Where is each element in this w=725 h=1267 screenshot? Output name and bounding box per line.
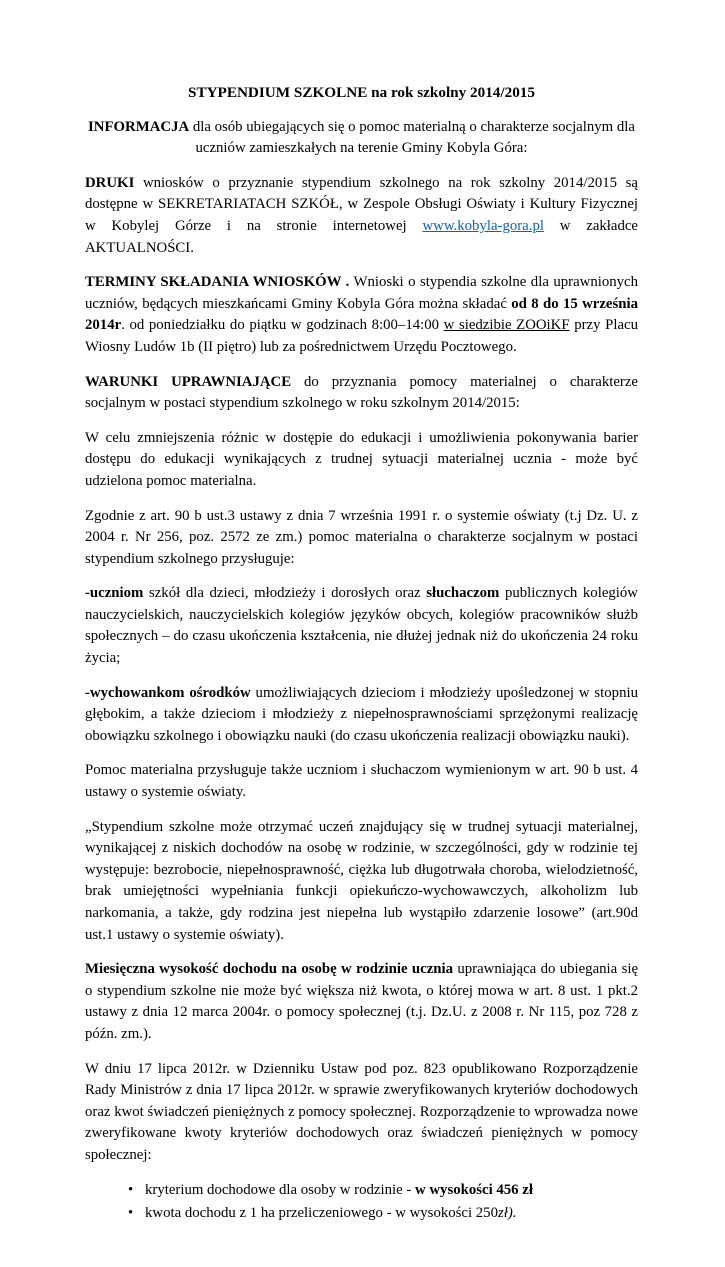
text-run: do przyznania pomocy materialnej o charakterze socjalnym w postaci stypendium szkolnego w roku szkolnym 2014/2015: <box>85 373 638 412</box>
text-run: -wychowankom ośrodków <box>85 684 251 701</box>
paragraph <box>85 117 638 160</box>
text-run: kryterium dochodowe dla osoby w rodzinie - <box>145 1181 415 1198</box>
text-run: uprawniająca do ubiegania się o stypendium szkolne nie może być większa niż kwota, o której mowa w art. 8 ust. 1 pkt.2 ustawy z dnia 12 marca 2004r. o pomocy społecznej (t.j. Dz.U. z 2008 r. Nr 115, poz 728 z późn. zm.). <box>85 961 639 1042</box>
paragraph <box>85 959 638 1045</box>
document-body <box>85 117 638 1225</box>
text-run: -uczniom <box>85 585 144 602</box>
text-run: w siedzibie ZOOiKF <box>443 317 570 334</box>
bullet-icon: • <box>128 1205 134 1222</box>
text-run: W celu zmniejszenia różnic w dostępie do edukacji i umożliwienia pokonywania barier dostępu do edukacji wynikających z trudnej sytuacji materialnej ucznia - może być udzielona pomoc materialna. <box>85 429 638 489</box>
document-title: STYPENDIUM SZKOLNE na rok szkolny 2014/2015 <box>188 84 535 101</box>
text-run: wniosków o przyznanie stypendium szkolnego na rok szkolny 2014/2015 są dostępne w SEKRETARIATACH SZKÓŁ, w Zespole Obsługi Oświaty i Kultury Fizycznej w Kobylej Górze i na stronie internetowej <box>85 174 638 234</box>
text-run: w zakładce AKTUALNOŚCI. <box>85 217 638 256</box>
paragraph <box>85 272 638 358</box>
text-run: „Stypendium szkolne może otrzymać uczeń znajdujący się w trudnej sytuacji materialnej, wynikającej z niskich dochodów na osobę w rodzinie, w szczególności, gdy w rodzinie tej występuje: bezrobocie, niepełnosprawność, ciężka lub długotrwała choroba, wielodzietność, brak umiejętności wypełniania funkcji opiekuńczo-wychowawczych, alkoholizm lub narkomania, a także, gdy rodzina jest niepełna lub wystąpiło zdarzenie losowe” (art.90d ust.1 ustawy o systemie oświaty). <box>85 818 638 943</box>
text-run: WARUNKI UPRAWNIAJĄCE <box>85 373 292 390</box>
paragraph <box>85 506 638 571</box>
bullet-text <box>145 1180 638 1202</box>
paragraph <box>85 1059 638 1167</box>
paragraph <box>85 683 638 748</box>
text-run: kwota dochodu z 1 ha przeliczeniowego - w wysokości 250 <box>145 1205 498 1222</box>
text-run: od 8 do 15 września 2014r <box>85 295 638 334</box>
text-run: dla osób ubiegających się o pomoc materialną o charakterze socjalnym dla uczniów zamieszkałych na terenie Gminy Kobyla Góra: <box>189 118 635 157</box>
text-run: słuchaczom <box>426 585 500 602</box>
bullet-text <box>145 1203 638 1225</box>
text-run: w wysokości 456 zł <box>414 1181 533 1198</box>
text-run: DRUKI <box>85 174 135 191</box>
paragraph <box>85 428 638 493</box>
text-run: Zgodnie z art. 90 b ust.3 ustawy z dnia 7 września 1991 r. o systemie oświaty (t.j Dz. U. z 2004 r. Nr 256, poz. 2572 ze zm.) pomoc materialna o charakterze socjalnym w postaci stypendium szkolnego przysługuje: <box>85 507 638 567</box>
bullet-item <box>85 1203 638 1225</box>
text-run: szkół dla dzieci, młodzieży i dorosłych oraz <box>143 585 427 602</box>
bullet-item <box>85 1180 638 1202</box>
paragraph <box>85 817 638 947</box>
text-run: W dniu 17 lipca 2012r. w Dzienniku Ustaw pod poz. 823 opublikowano Rozporządzenie Rady Ministrów z dnia 17 lipca 2012r. w sprawie zweryfikowanych kryteriów dochodowych oraz kwot świadczeń pieniężnych z pomocy społecznej. Rozporządzenie to wprowadza nowe zweryfikowane kwoty kryteriów dochodowych oraz świadczeń pieniężnych w pomocy społecznej: <box>85 1060 638 1163</box>
paragraph <box>85 583 638 669</box>
text-run: Miesięczna wysokość dochodu na osobę w rodzinie ucznia <box>85 961 454 978</box>
text-run: umożliwiających dzieciom i młodzieży upośledzonej w stopniu głębokim, a także dzieciom i młodzieży z niepełnosprawnościami sprzężonymi realizację obowiązku szkolnego i obowiązku nauki (do czasu ukończenia realizacji obowiązku nauki). <box>85 684 638 744</box>
text-run: zł). <box>497 1205 517 1222</box>
text-run: Wnioski o stypendia szkolne dla uprawnionych uczniów, będących mieszkańcami Gminy Kobyla Góra można składać <box>85 274 638 312</box>
text-run: Pomoc materialna przysługuje także uczniom i słuchaczom wymienionym w art. 90 b ust. 4 ustawy o systemie oświaty. <box>85 762 638 801</box>
paragraph <box>85 173 638 259</box>
bullet-icon: • <box>128 1181 134 1198</box>
paragraph <box>85 372 638 415</box>
text-run: . od poniedziałku do piątku w godzinach 8:00–14:00 <box>121 317 444 334</box>
text-run: publicznych kolegiów nauczycielskich, nauczycielskich kolegiów języków obcych, kolegiów pracowników służb społecznych – do czasu ukończenia kształcenia, nie dłużej jednak niż do ukończenia 24 roku życia; <box>85 585 638 667</box>
hyperlink[interactable]: www.kobyla-gora.pl <box>422 217 544 234</box>
text-run: INFORMACJA <box>88 118 190 135</box>
paragraph <box>85 760 638 803</box>
text-run: przy Placu Wiosny Ludów 1b (II piętro) lub za pośrednictwem Urzędu Pocztowego. <box>85 317 638 355</box>
text-run: TERMINY SKŁADANIA WNIOSKÓW . <box>85 274 350 291</box>
